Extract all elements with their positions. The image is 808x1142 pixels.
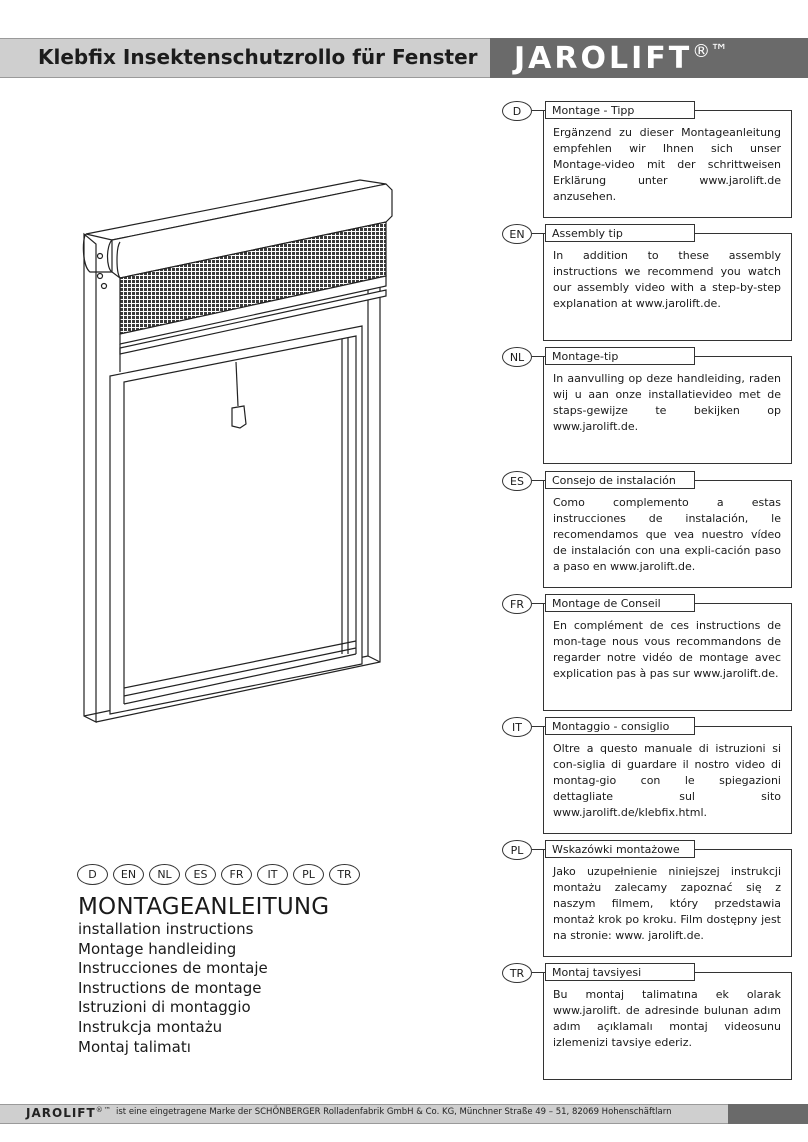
brand-logo (514, 41, 728, 76)
main-title: MONTAGEANLEITUNG (78, 894, 330, 920)
language-badge: NL (149, 864, 180, 885)
tip-text: Como complemento a estas instrucciones de instalación, le recomendamos que vea nuestro vídeo de instalación con una expli-cación paso a paso en www.jarolift.de. (553, 496, 781, 573)
tip-label: Wskazówki montażowe (545, 840, 695, 858)
brand-name: JAROLIFT (514, 41, 693, 76)
language-badge: EN (113, 864, 144, 885)
insect-screen-illustration (80, 176, 400, 736)
tip-text: Oltre a questo manuale di istruzioni si con-siglia di guardare il nostro video di montag-gio con le spiegazioni dettagliate sul sito www.jarolift.de/klebfix.html. (553, 742, 781, 819)
window-drawing (80, 176, 400, 736)
tip-label: Montaggio - consiglio (545, 717, 695, 735)
subtitle-list (78, 920, 268, 1057)
language-badge: D (77, 864, 108, 885)
brand-mark: ®™ (692, 41, 729, 62)
tip-label: Assembly tip (545, 224, 695, 242)
tip-text: Jako uzupełnienie niniejszej instrukcji montażu zalecamy zapoznać się z naszym filmem, który przedstawia montaż krok po kroku. Film dostępny jest na stronie: www. jarolift.de. (553, 865, 781, 942)
subtitle: Instructions de montage (78, 978, 262, 997)
footer-legal-text: ist eine eingetragene Marke der SCHÖNBERGER Rolladenfabrik GmbH & Co. KG, Münchner Straße 49 – 51, 82069 Hohenschäftlarn (116, 1107, 672, 1117)
tip-language: EN (502, 224, 532, 244)
tip-label: Montage de Conseil (545, 594, 695, 612)
tip-label: Consejo de instalación (545, 471, 695, 489)
subtitle: Montage handleiding (78, 939, 237, 958)
language-badge: TR (329, 864, 360, 885)
subtitle: Montaj talimatı (78, 1037, 191, 1056)
footer-accent (728, 1104, 808, 1124)
subtitle: Instrukcja montażu (78, 1017, 223, 1036)
language-badge: IT (257, 864, 288, 885)
tip-language: D (502, 101, 532, 121)
footer-brand-mark: ®™ (95, 1106, 112, 1114)
tip-language: IT (502, 717, 532, 737)
tip-language: ES (502, 471, 532, 491)
tip-text: Ergänzend zu dieser Montageanleitung empfehlen wir Ihnen sich unser Montage-video mit der schrittweisen Erklärung unter www.jarolift.de anzusehen. (553, 126, 781, 203)
tip-language: PL (502, 840, 532, 860)
subtitle: installation instructions (78, 920, 254, 938)
language-badge: ES (185, 864, 216, 885)
footer-brand-logo (26, 1106, 112, 1120)
tip-label: Montaj tavsiyesi (545, 963, 695, 981)
tip-language: FR (502, 594, 532, 614)
tip-text: In aanvulling op deze handleiding, raden wij u aan onze installatievideo met de staps-gewijze te bekijken op www.jarolift.de. (553, 372, 781, 433)
tip-label: Montage - Tipp (545, 101, 695, 119)
document-title: Klebfix Insektenschutzrollo für Fenster (38, 45, 478, 69)
tip-label: Montage-tip (545, 347, 695, 365)
language-badge: PL (293, 864, 324, 885)
subtitle: Istruzioni di montaggio (78, 998, 251, 1017)
tip-language: NL (502, 347, 532, 367)
tip-text: Bu montaj talimatına ek olarak www.jarolift. de adresinde bulunan adım adım açıklamalı montaj videosunu izlemenizi tavsiye ederiz. (553, 988, 781, 1049)
tip-text: En complément de ces instructions de mon-tage nous vous recommandons de regarder notre vidéo de montage avec explication pas à pas sur www.jarolift.de. (553, 619, 781, 680)
tip-language: TR (502, 963, 532, 983)
language-badge: FR (221, 864, 252, 885)
subtitle: Instrucciones de montaje (78, 959, 268, 978)
language-list (77, 864, 360, 885)
tip-text: In addition to these assembly instructions we recommend you watch our assembly video with a step-by-step explanation at www.jarolift.de. (553, 249, 781, 310)
footer-brand-name: JAROLIFT (26, 1106, 96, 1120)
